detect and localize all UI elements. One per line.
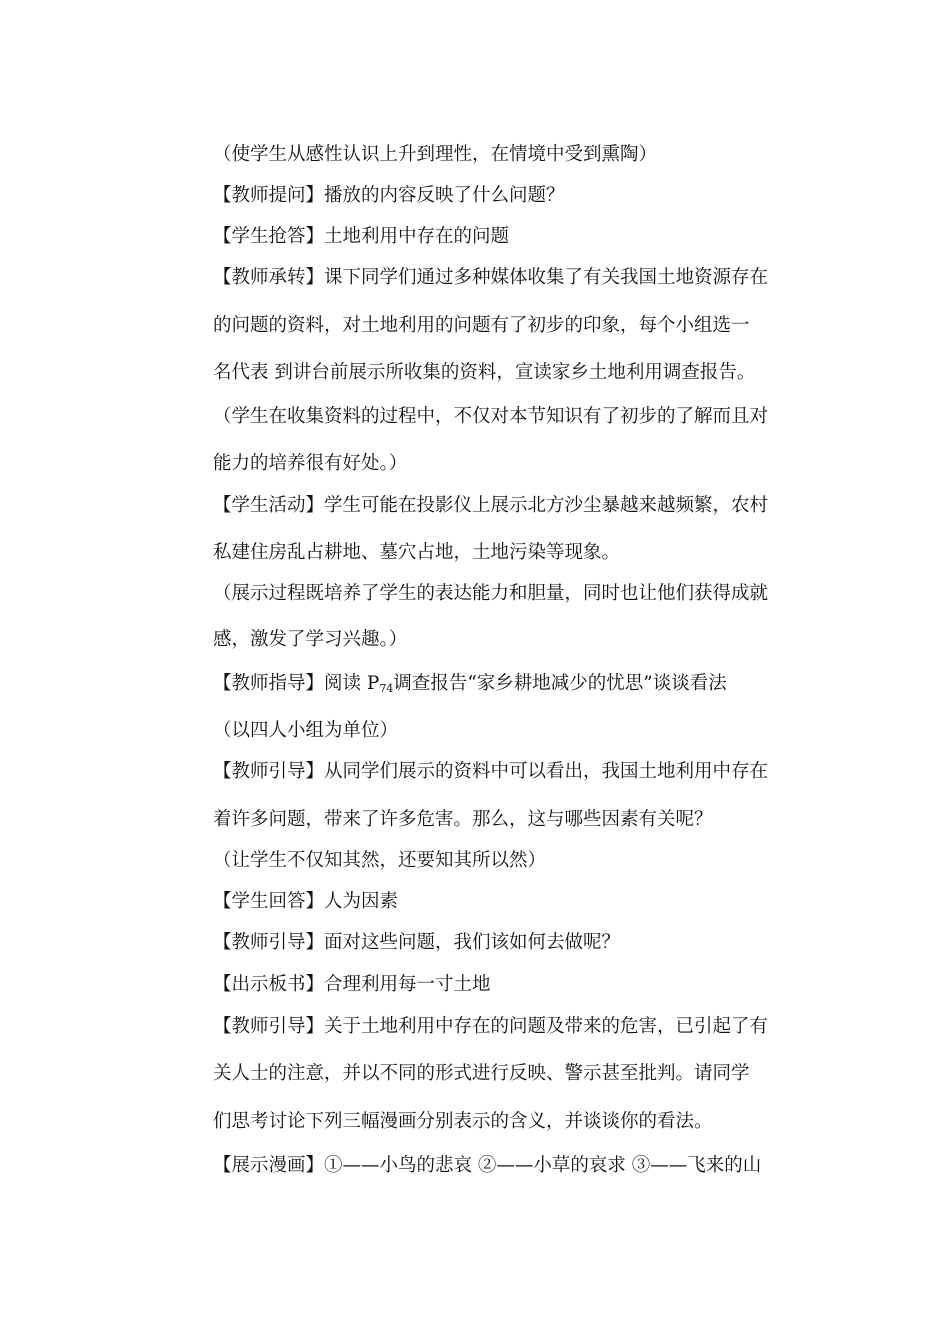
text-line: 【教师引导】从同学们展示的资料中可以看出，我国土地利用中存在 bbox=[213, 761, 769, 782]
line-suffix: 调查报告“家乡耕地减少的忧思”谈谈看法 bbox=[393, 673, 727, 694]
text-line: （使学生从感性认识上升到理性，在情境中受到熏陶） bbox=[213, 144, 658, 165]
text-line: 【出示板书】合理利用每一寸土地 bbox=[213, 974, 491, 995]
text-line: 【教师提问】播放的内容反映了什么问题？ bbox=[213, 185, 565, 206]
text-line: 们思考讨论下列三幅漫画分别表示的含义，并谈谈你的看法。 bbox=[213, 1111, 713, 1132]
text-line-with-subscript bbox=[213, 672, 813, 701]
text-line: 关人士的注意，并以不同的形式进行反映、警示甚至批判。请同学 bbox=[213, 1063, 750, 1084]
text-line: 能力的培养很有好处。） bbox=[213, 453, 408, 474]
text-line: 感，激发了学习兴趣。） bbox=[213, 629, 408, 650]
text-line: 私建住房乱占耕地、墓穴占地，土地污染等现象。 bbox=[213, 542, 621, 563]
text-line: （学生在收集资料的过程中，不仅对本节知识有了初步的了解而且对 bbox=[213, 406, 769, 427]
text-line: 着许多问题，带来了许多危害。那么，这与哪些因素有关呢？ bbox=[213, 809, 713, 830]
text-line: 【教师引导】关于土地利用中存在的问题及带来的危害，已引起了有 bbox=[213, 1016, 769, 1037]
text-line: 【展示漫画】①——小鸟的悲哀 ②——小草的哀求 ③——飞来的山 bbox=[213, 1155, 762, 1176]
text-line: （展示过程既培养了学生的表达能力和胆量，同时也让他们获得成就 bbox=[213, 583, 769, 604]
text-line: 名代表 到讲台前展示所收集的资料，宣读家乡土地利用调查报告。 bbox=[213, 362, 756, 383]
text-line: 【教师承转】课下同学们通过多种媒体收集了有关我国土地资源存在 bbox=[213, 267, 769, 288]
text-line: 【学生抢答】土地利用中存在的问题 bbox=[213, 226, 510, 247]
text-line: 【学生回答】人为因素 bbox=[213, 891, 399, 912]
text-line: 的问题的资料，对土地利用的问题有了初步的印象，每个小组选一 bbox=[213, 315, 750, 336]
text-line: 【学生活动】学生可能在投影仪上展示北方沙尘暴越来越频繁，农村 bbox=[213, 495, 769, 516]
line-prefix: 【教师指导】阅读 P bbox=[213, 673, 380, 694]
text-line: 【教师引导】面对这些问题，我们该如何去做呢？ bbox=[213, 932, 621, 953]
text-line: （让学生不仅知其然，还要知其所以然） bbox=[213, 850, 547, 871]
text-line: （以四人小组为单位） bbox=[213, 720, 399, 741]
page-number-subscript: 74 bbox=[379, 682, 394, 695]
